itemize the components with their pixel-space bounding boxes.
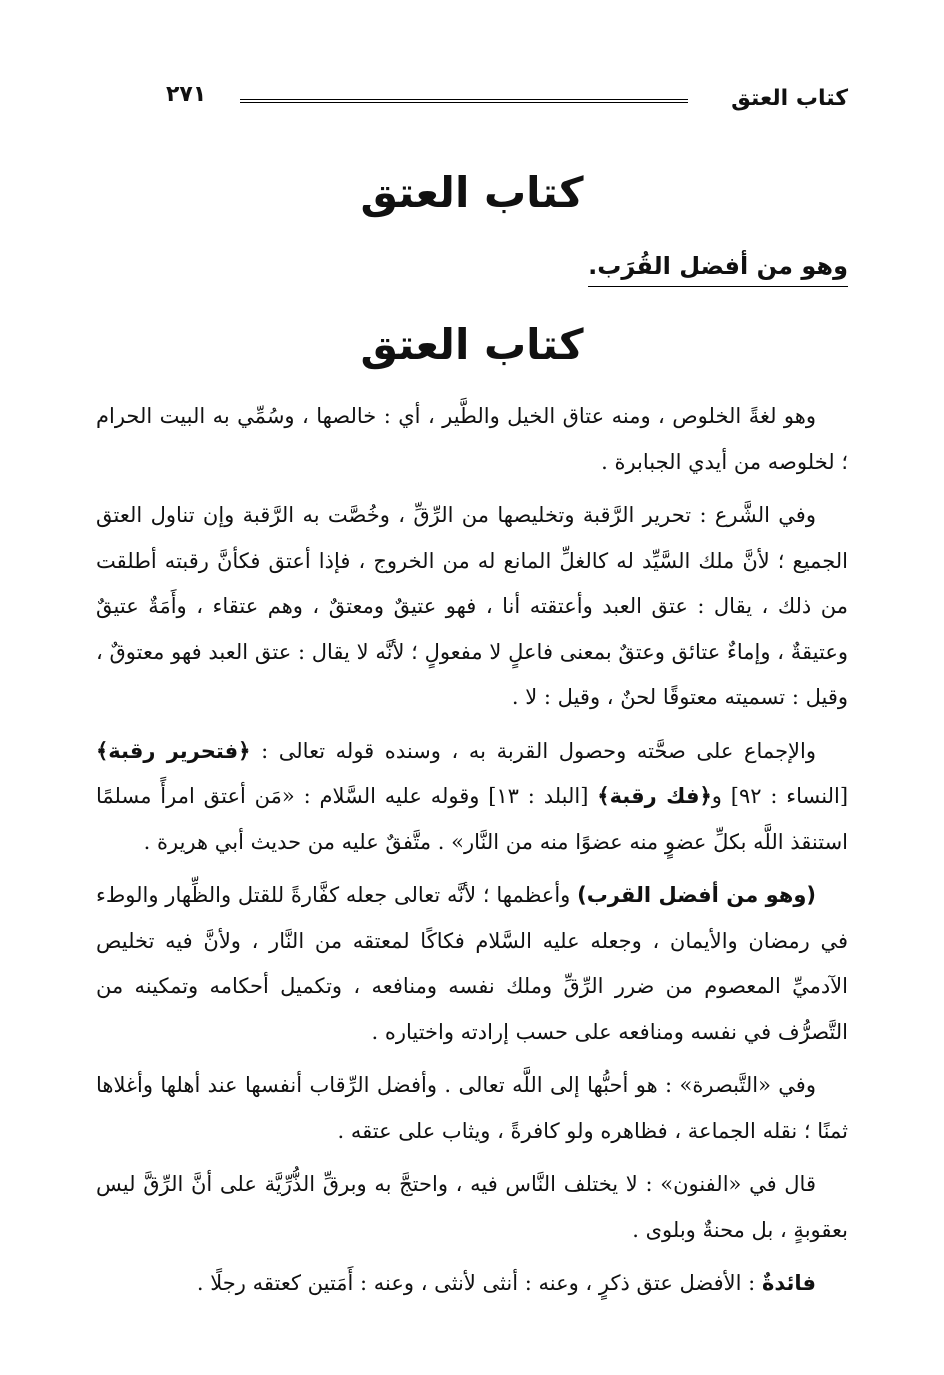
note-label: فائدةٌ: [761, 1271, 816, 1295]
paragraph-text: وفي الشَّرع : تحرير الرَّقبة وتخليصها من الرِّقِّ ، وخُصَّت به الرَّقبة وإن تناول العتق الجميع ؛ لأنَّ ملك السَّيِّد له كالغلِّ المانع له من الخروج ، فإذا أعتق فكأنَّ رقبته أطلقت من ذلك ، يقال : عتق العبد وأعتقته أنا ، فهو عتيقٌ ومعتقٌ ، وهم عتقاء ، وأَمَةٌ عتيقٌ وعتيقةٌ ، وإماءٌ عتائق وعتقٌ بمعنى فاعلٍ لا مفعولٍ ؛ لأنَّه لا يقال : عتق العبد فهو معتوقٌ ، وقيل : تسميته معتوقًا لحنٌ ، وقيل : لا .: [96, 503, 848, 709]
quran-quote: ﴿فتحرير رقبة﴾: [96, 738, 251, 763]
commentary-body: [96, 394, 848, 1315]
paragraph-text: [البلد : ١٣] وقوله عليه السَّلام : «مَن أعتق امرأً مسلمًا استنقذ اللَّه بكلِّ عضوٍ منه عضوًا منه من النَّار» . متَّفقٌ عليه من حديث أبي هريرة .: [96, 784, 848, 854]
paragraph-note: [96, 1261, 848, 1307]
paragraph-virtue: [96, 873, 848, 1055]
paragraph-text: وأعظمها ؛ لأنَّه تعالى جعله كفَّارةً للقتل والظِّهار والوطء في رمضان والأيمان ، وجعله عليه السَّلام فكاكًا لمعتقه من النَّار ، ولأنَّ فيه تخليص الآدميِّ المعصوم من ضرر الرِّقِّ وملك نفسه ومنافعه ، وتكميل أحكامه وتمكينه من التَّصرُّف في نفسه ومنافعه على حسب إرادته واختياره .: [96, 883, 848, 1044]
quran-quote: ﴿فك رقبة﴾: [597, 784, 712, 808]
citation: [النساء : ٩٢] و: [711, 784, 849, 808]
running-header: [160, 82, 848, 122]
paragraph-text: قال في «الفنون» : لا يختلف النَّاس فيه ، واحتجَّ به وبرقِّ الذُّرِّيَّة على أنَّ الرِّقَّ ليس بعقوبةٍ ، بل محنةٌ وبلوى .: [96, 1172, 848, 1242]
matn-quote: (وهو من أفضل القرب): [577, 883, 816, 907]
paragraph-text: وفي «التَّبصرة» : هو أحبُّها إلى اللَّه تعالى . وأفضل الرِّقاب أنفسها عند أهلها وأغلاها ثمنًا ؛ نقله الجماعة ، فظاهره ولو كافرةً ، ويثاب على عتقه .: [96, 1073, 848, 1143]
paragraph-text: وهو لغةً الخلوص ، ومنه عتاق الخيل والطَّير ، أي : خالصها ، وسُمِّي به البيت الحرام ؛ لخلوصه من أيدي الجبابرة .: [96, 404, 848, 474]
chapter-title: كتاب العتق: [360, 168, 584, 217]
paragraph-definition: [96, 394, 848, 485]
paragraph-funun: [96, 1162, 848, 1253]
commentary-title: كتاب العتق: [360, 320, 584, 369]
paragraph-sharia-definition: [96, 493, 848, 721]
running-title: كتاب العتق: [731, 86, 848, 111]
matn-text: وهو من أفضل القُرَب.: [588, 252, 848, 287]
paragraph-evidence: [96, 729, 848, 866]
page-number: ٢٧١: [166, 82, 207, 107]
paragraph-text: : الأفضل عتق ذكرٍ ، وعنه : أنثى لأنثى ، وعنه : أَمَتين كعتقه رجلًا .: [196, 1271, 762, 1295]
header-rule: [240, 99, 688, 103]
paragraph-text: والإجماع على صحَّته وحصول القربة به ، وسنده قوله تعالى :: [250, 738, 817, 763]
paragraph-tabsira: [96, 1063, 848, 1154]
